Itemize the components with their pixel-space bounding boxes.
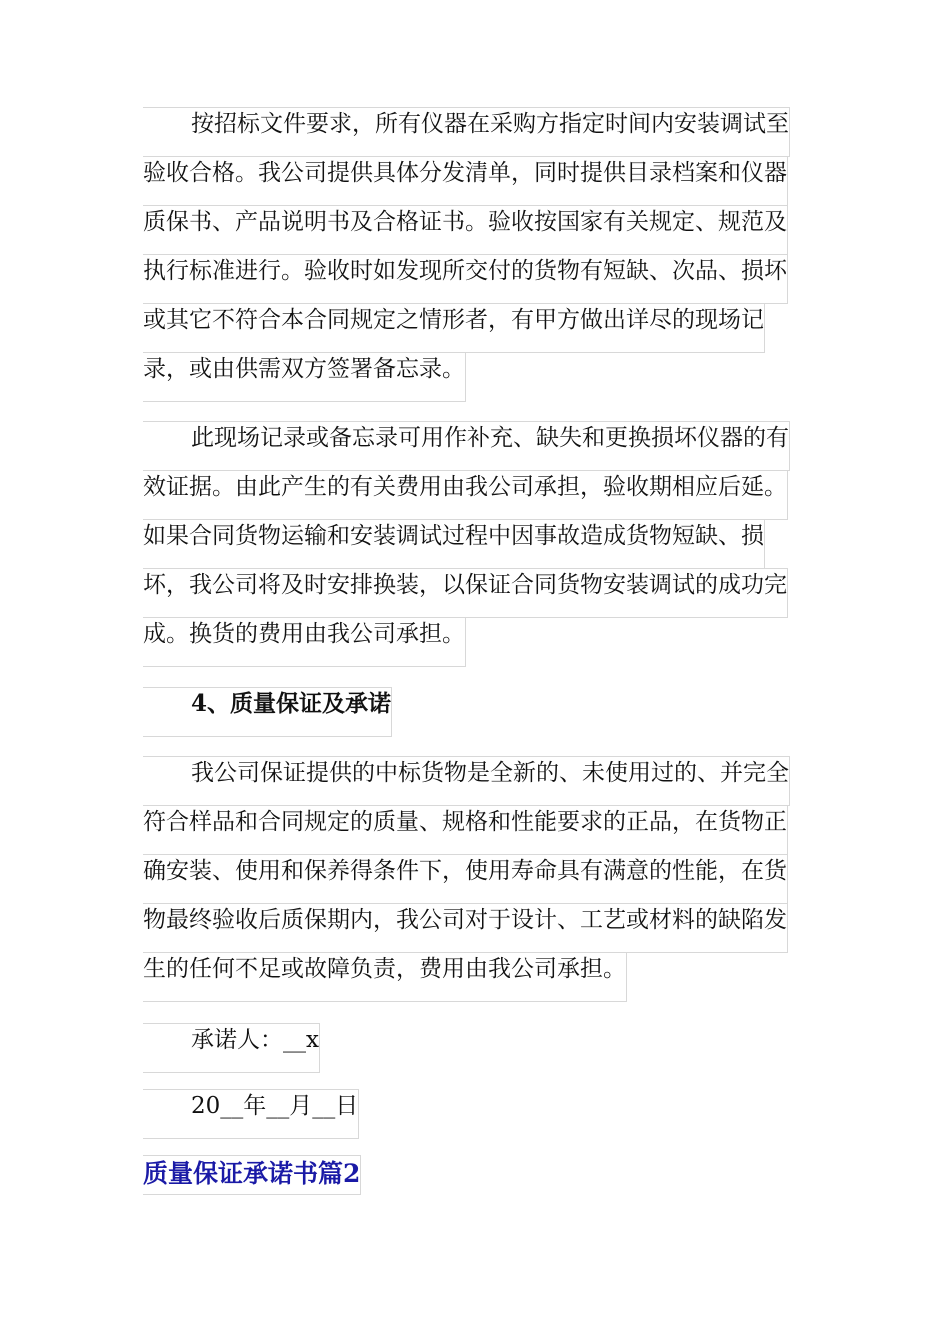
text-line: 效证据。由此产生的有关费用由我公司承担，验收期相应后延。	[143, 470, 788, 520]
signer-line: 承诺人：__x	[143, 1023, 320, 1073]
text-line: 验收合格。我公司提供具体分发清单，同时提供目录档案和仪器	[143, 156, 788, 206]
text-line: 我公司保证提供的中标货物是全新的、未使用过的、并完全	[143, 756, 790, 806]
text-line: 如果合同货物运输和安装调试过程中因事故造成货物短缺、损	[143, 519, 765, 569]
signer-block	[143, 1024, 823, 1073]
text-line: 录，或由供需双方签署备忘录。	[143, 352, 466, 402]
date-block	[143, 1090, 823, 1139]
next-heading-block	[143, 1156, 361, 1195]
text-line: 生的任何不足或故障负责，费用由我公司承担。	[143, 952, 627, 1002]
text-line: 成。换货的费用由我公司承担。	[143, 617, 466, 667]
text-line: 按招标文件要求，所有仪器在采购方指定时间内安装调试至	[143, 107, 790, 157]
text-line: 质保书、产品说明书及合格证书。验收按国家有关规定、规范及	[143, 205, 788, 255]
text-line: 此现场记录或备忘录可用作补充、缺失和更换损坏仪器的有	[143, 421, 790, 471]
text-line: 物最终验收后质保期内，我公司对于设计、工艺或材料的缺陷发	[143, 903, 788, 953]
paragraph-guarantee	[143, 757, 823, 1002]
text-line: 或其它不符合本合同规定之情形者，有甲方做出详尽的现场记	[143, 303, 765, 353]
paragraph-records	[143, 422, 823, 667]
text-line: 坏，我公司将及时安排换装，以保证合同货物安装调试的成功完	[143, 568, 788, 618]
text-line: 确安装、使用和保养得条件下，使用寿命具有满意的性能，在货	[143, 854, 788, 904]
text-line: 执行标准进行。验收时如发现所交付的货物有短缺、次品、损坏	[143, 254, 788, 304]
section-title-block	[143, 688, 823, 737]
text-line: 符合样品和合同规定的质量、规格和性能要求的正品，在货物正	[143, 805, 788, 855]
next-heading: 质量保证承诺书篇2	[143, 1155, 361, 1195]
date-line: 20__年__月__日	[143, 1089, 359, 1139]
paragraph-acceptance	[143, 108, 823, 402]
section-title: 4、质量保证及承诺	[143, 687, 392, 737]
